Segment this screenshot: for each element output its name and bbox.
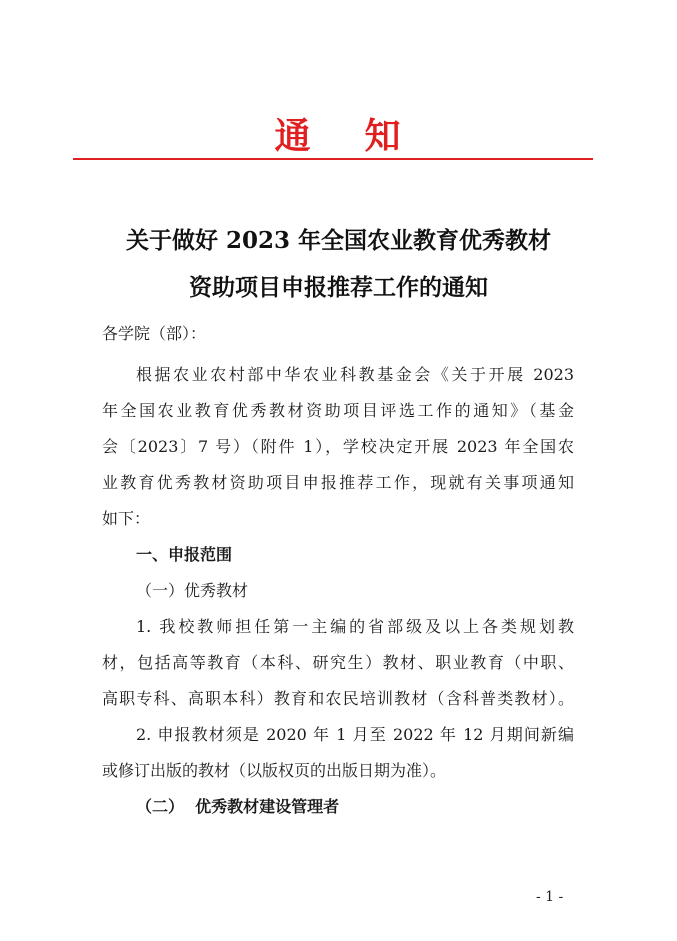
section-heading-1: 一、申报范围 xyxy=(136,545,233,564)
paragraph-1-line-3: 会〔2023〕7 号）（附件 1），学校决定开展 2023 年全国农 xyxy=(102,437,574,456)
item-2-line-1: 2. 申报教材须是 2020 年 1 月至 2022 年 12 月期间新编 xyxy=(136,725,574,744)
subsection-heading-1: （一）优秀教材 xyxy=(136,581,249,600)
item-2-line-2: 或修订出版的教材（以版权页的出版日期为准）。 xyxy=(102,761,447,780)
document-title-line-1: 关于做好 2023 年全国农业教育优秀教材 xyxy=(125,227,552,254)
paragraph-1-line-2: 年全国农业教育优秀教材资助项目评选工作的通知》（基金 xyxy=(102,401,574,420)
subsection-heading-2: （二） 优秀教材建设管理者 xyxy=(136,797,340,816)
header-red-rule xyxy=(73,158,593,160)
item-1-line-1: 1. 我校教师担任第一主编的省部级及以上各类规划教 xyxy=(136,617,574,636)
page-number: - 1 - xyxy=(536,889,564,905)
notice-header-title xyxy=(0,108,677,159)
salutation: 各学院（部）： xyxy=(102,324,207,343)
header-char-1: 通 xyxy=(274,115,313,157)
paragraph-1-line-5: 如下： xyxy=(102,509,151,528)
item-1-line-2: 材，包括高等教育（本科、研究生）教材、职业教育（中职、 xyxy=(102,653,574,672)
paragraph-1-line-1: 根据农业农村部中华农业科教基金会《关于开展 2023 xyxy=(136,365,574,384)
item-1-line-3: 高职专科、高职本科）教育和农民培训教材（含科普类教材）。 xyxy=(102,689,574,708)
paragraph-1-line-4: 业教育优秀教材资助项目申报推荐工作，现就有关事项通知 xyxy=(102,473,574,492)
document-title-line-2: 资助项目申报推荐工作的通知 xyxy=(189,274,488,301)
header-char-2: 知 xyxy=(364,115,403,157)
